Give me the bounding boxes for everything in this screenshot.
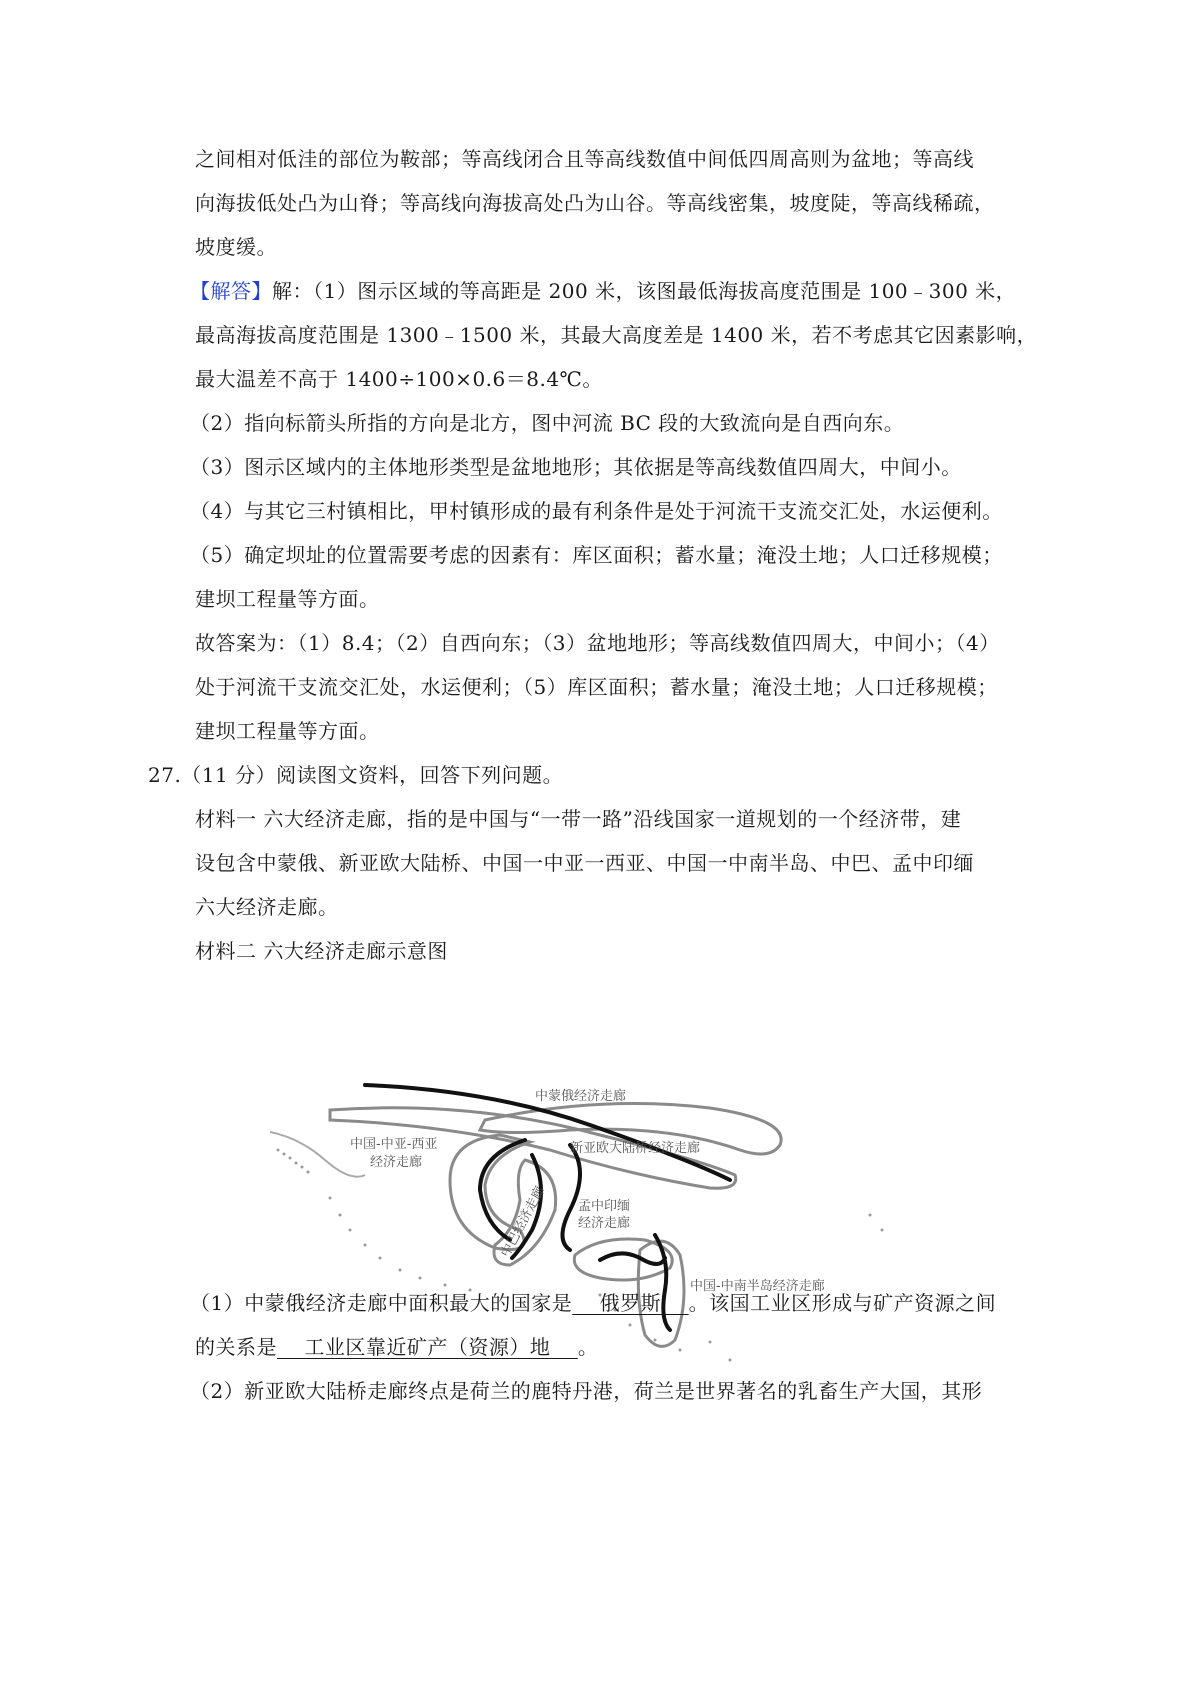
label-zmey: 中蒙俄经济走廊 xyxy=(535,1089,627,1104)
label-mzyd-1: 孟中印缅 xyxy=(578,1199,631,1214)
sub-question-1-suffix: 。该国工业区形成与矿产资源之间 xyxy=(688,1291,997,1315)
material-1-line-1: 材料一 六大经济走廊，指的是中国与“一带一路”沿线国家一道规划的一个经济带，建 xyxy=(195,807,962,831)
label-zb: 中巴经济走廊 xyxy=(498,1183,549,1260)
answer-blank-1: 俄罗斯 xyxy=(572,1291,689,1315)
sub-question-1-prefix: （1）中蒙俄经济走廊中面积最大的国家是 xyxy=(190,1291,573,1315)
label-xyo: 新亚欧大陆桥经济走廊 xyxy=(570,1141,701,1156)
corridor-mzyd-outline xyxy=(574,1239,672,1280)
answer-text: 解：（1）图示区域的等高距是 200 米，该图最低海拔高度范围是 100﹣300 米， xyxy=(272,279,1017,303)
label-mzyd-2: 经济走廊 xyxy=(578,1216,631,1231)
sub-question-1-line-2 xyxy=(195,1334,598,1360)
line-8: （3）图示区域内的主体地形类型是盆地地形；其依据是等高线数值四周大，中间小。 xyxy=(190,455,962,479)
line-14: 建坝工程量等方面。 xyxy=(195,719,380,743)
material-1-line-3: 六大经济走廊。 xyxy=(195,895,339,919)
line-5: 最高海拔高度范围是 1300﹣1500 米，其最大高度差是 1400 米，若不考虑其它因素影响， xyxy=(195,323,1038,347)
answer-tag: 【解答】 xyxy=(190,279,272,303)
line-1: 之间相对低洼的部位为鞍部；等高线闭合且等高线数值中间低四周高则为盆地；等高线 xyxy=(195,147,974,171)
sub-question-1-line-1 xyxy=(190,1290,996,1316)
material-1-line-2: 设包含中蒙俄、新亚欧大陆桥、中国一中亚一西亚、中国一中南半岛、中巴、孟中印缅 xyxy=(195,851,974,875)
line-11: 建坝工程量等方面。 xyxy=(195,587,380,611)
label-zzx-1: 中国-中亚-西亚 xyxy=(350,1137,438,1152)
sub-question-1b-prefix: 的关系是 xyxy=(195,1335,277,1359)
line-10: （5）确定坝址的位置需要考虑的因素有：库区面积；蓄水量；淹没土地；人口迁移规模； xyxy=(190,543,1003,567)
answer-blank-2: 工业区靠近矿产（资源）地 xyxy=(277,1335,578,1359)
line-13: 处于河流干支流交汇处，水运便利；（5）库区面积；蓄水量；淹没土地；人口迁移规模； xyxy=(195,675,998,699)
label-zznb: 中国-中南半岛经济走廊 xyxy=(690,1279,825,1294)
answer-line-1 xyxy=(190,278,1016,304)
corridor-map-svg xyxy=(270,1080,930,1370)
line-2: 向海拔低处凸为山脊；等高线向海拔高处凸为山谷。等高线密集，坡度陡，等高线稀疏， xyxy=(195,191,995,215)
question-27: 27.（11 分）阅读图文资料，回答下列问题。 xyxy=(148,763,564,787)
route-mzyd xyxy=(600,1253,665,1264)
line-7: （2）指向标箭头所指的方向是北方，图中河流 BC 段的大致流向是自西向东。 xyxy=(190,411,905,435)
line-3: 坡度缓。 xyxy=(195,235,277,259)
line-9: （4）与其它三村镇相比，甲村镇形成的最有利条件是处于河流干支流交汇处，水运便利。 xyxy=(190,499,1003,523)
line-12: 故答案为：（1）8.4；（2）自西向东；（3）盆地地形；等高线数值四周大，中间小；（4） xyxy=(195,631,1000,655)
sub-question-2: （2）新亚欧大陆桥走廊终点是荷兰的鹿特丹港，荷兰是世界著名的乳畜生产大国，其形 xyxy=(190,1379,983,1403)
label-zzx-2: 经济走廊 xyxy=(370,1155,423,1170)
sub-question-1b-suffix: 。 xyxy=(577,1335,599,1359)
material-2: 材料二 六大经济走廊示意图 xyxy=(195,939,448,963)
line-6: 最大温差不高于 1400÷100×0.6＝8.4℃。 xyxy=(195,367,603,391)
route-link xyxy=(563,1145,581,1250)
corridor-map xyxy=(270,1080,930,1370)
